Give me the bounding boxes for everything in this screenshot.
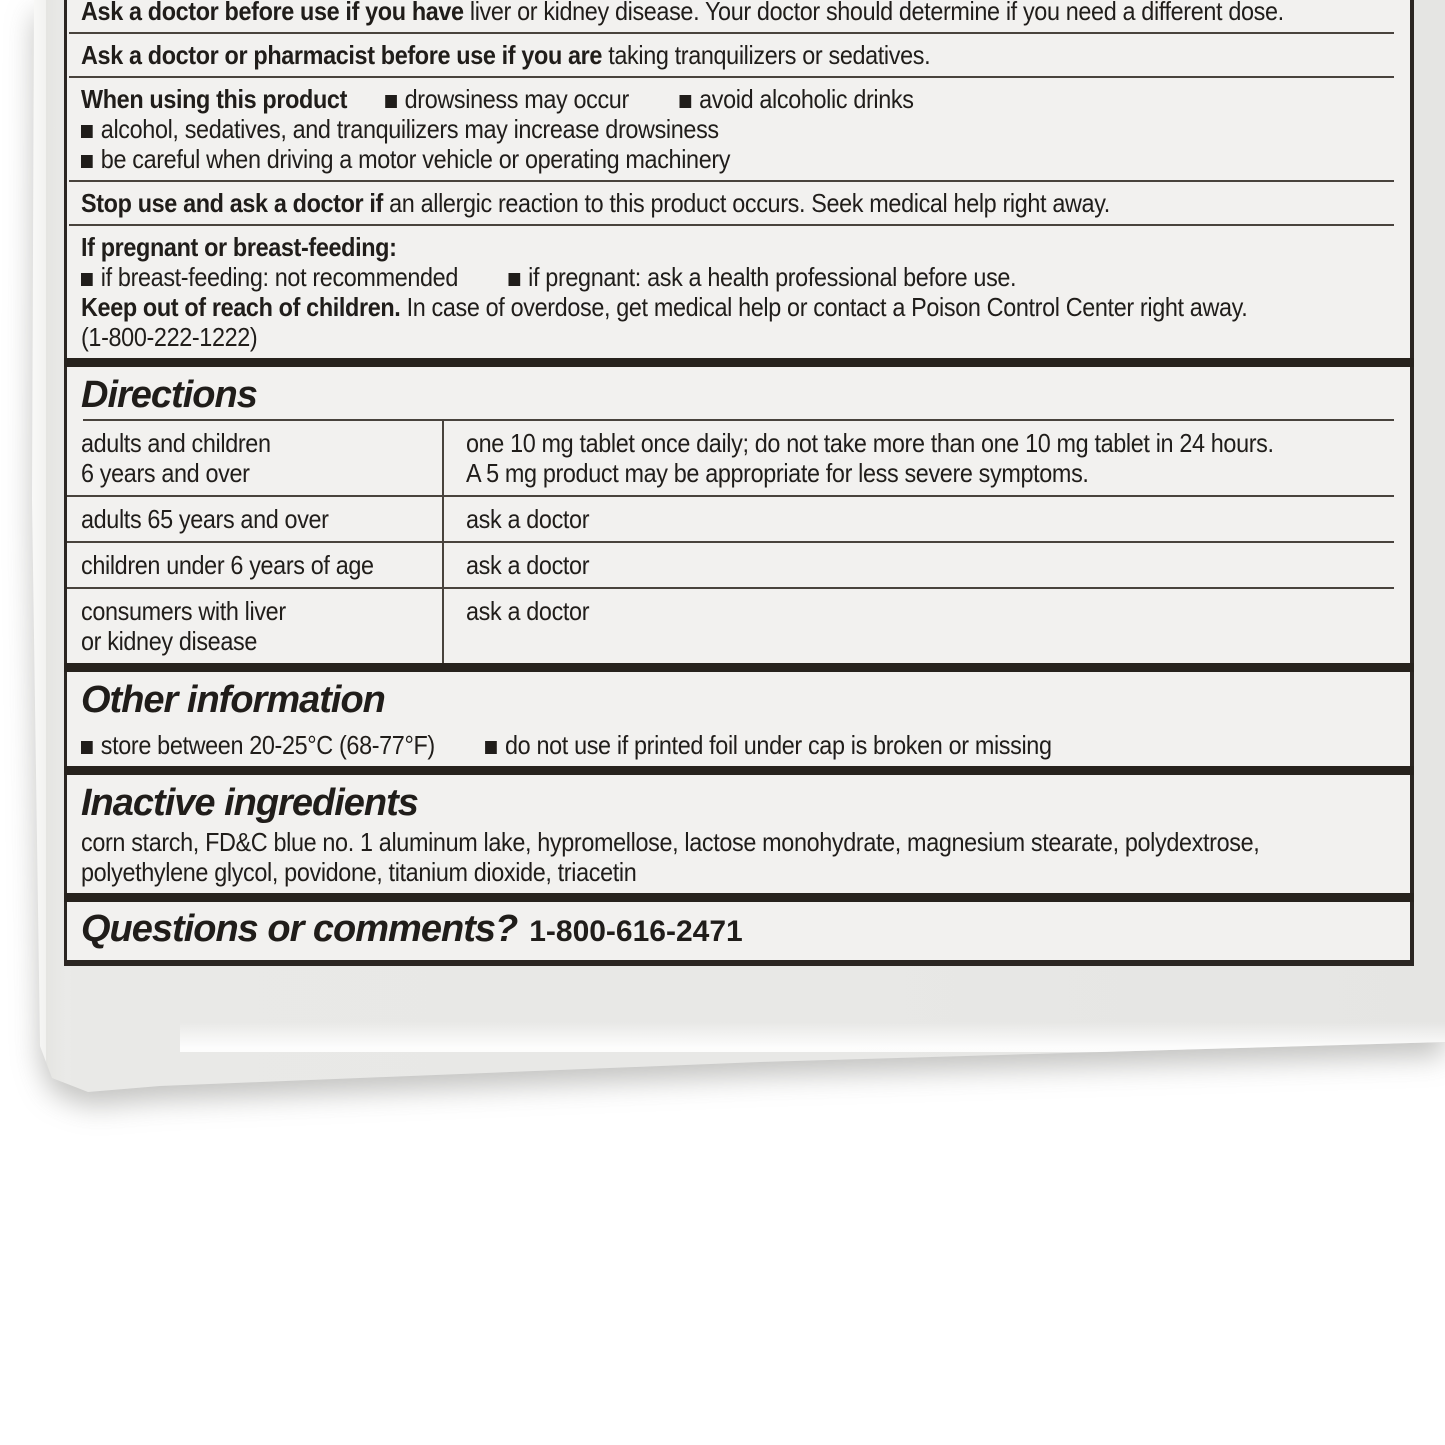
- bullet-item: drowsiness may occur: [385, 84, 629, 114]
- section-bar: [64, 358, 1414, 367]
- warning-lead: Ask a doctor or pharmacist before use if you are: [81, 40, 603, 70]
- dose-cell: ask a doctor: [466, 596, 590, 626]
- bullet-item: avoid alcoholic drinks: [679, 84, 913, 114]
- bullet-item: if pregnant: ask a health professional before use.: [508, 262, 1016, 292]
- dose-cell: one 10 mg tablet once daily; do not take more than one 10 mg tablet in 24 hours. A 5 mg product may be appropriate for less severe symptoms.: [466, 428, 1274, 488]
- warning-text: taking tranquilizers or sedatives.: [602, 40, 931, 70]
- questions-title: Questions or comments?: [81, 908, 518, 950]
- square-bullet-icon: [485, 741, 497, 754]
- warning-row-pregnant: [67, 226, 1410, 358]
- table-row: [67, 497, 1410, 541]
- warning-lead: Stop use and ask a doctor if: [81, 188, 383, 218]
- square-bullet-icon: [679, 95, 691, 108]
- warning-lead: Keep out of reach of children.: [81, 292, 401, 322]
- square-bullet-icon: [81, 125, 93, 138]
- section-bar: [64, 766, 1414, 775]
- warning-lead: When using this product: [81, 84, 348, 114]
- table-row: [67, 421, 1410, 495]
- warning-row-ask-pharmacist: [67, 34, 1410, 76]
- directions-title: Directions: [81, 374, 257, 416]
- square-bullet-icon: [81, 273, 93, 286]
- bullet-item: do not use if printed foil under cap is broken or missing: [485, 730, 1051, 760]
- inactive-ingredients-section: [67, 775, 1410, 893]
- warning-row-stop-use: [67, 182, 1410, 224]
- square-bullet-icon: [385, 95, 397, 108]
- bullet-item: store between 20-25°C (68-77°F): [81, 730, 435, 760]
- section-bar: [64, 663, 1414, 672]
- inactive-ingredients-text: corn starch, FD&C blue no. 1 aluminum lake, hypromellose, lactose monohydrate, magnesium stearate, polydextrose, polyethylene glycol, povidone, titanium dioxide, triacetin: [81, 827, 1260, 887]
- questions-section: [67, 902, 1410, 960]
- dose-cell: ask a doctor: [466, 550, 590, 580]
- section-bar: [64, 893, 1414, 902]
- who-cell: consumers with liver or kidney disease: [81, 596, 286, 656]
- bullet-item: be careful when driving a motor vehicle or operating machinery: [81, 144, 730, 174]
- who-cell: adults and children 6 years and over: [81, 428, 271, 488]
- warning-row-ask-doctor: [67, 0, 1410, 32]
- square-bullet-icon: [81, 741, 93, 754]
- warning-text: an allergic reaction to this product occurs. Seek medical help right away.: [382, 188, 1110, 218]
- warning-row-when-using: [67, 78, 1410, 180]
- table-row: [67, 589, 1410, 663]
- bullet-item: alcohol, sedatives, and tranquilizers may increase drowsiness: [81, 114, 719, 144]
- column-divider: [442, 421, 444, 663]
- who-cell: adults 65 years and over: [81, 504, 329, 534]
- square-bullet-icon: [81, 155, 93, 168]
- drug-facts-label: [64, 0, 1414, 966]
- poison-control-phone: (1-800-222-1222): [81, 322, 258, 352]
- directions-section: [67, 367, 1410, 663]
- directions-table: [67, 421, 1410, 663]
- inactive-ingredients-title: Inactive ingredients: [81, 782, 418, 824]
- warnings-section: [67, 0, 1410, 358]
- warning-lead: If pregnant or breast-feeding:: [81, 232, 397, 262]
- dose-cell: ask a doctor: [466, 504, 590, 534]
- who-cell: children under 6 years of age: [81, 550, 374, 580]
- warning-text: liver or kidney disease. Your doctor should determine if you need a different dose.: [463, 0, 1284, 26]
- square-bullet-icon: [508, 273, 520, 286]
- bullet-item: if breast-feeding: not recommended: [81, 262, 458, 292]
- table-row: [67, 543, 1410, 587]
- warning-lead: Ask a doctor before use if you have: [81, 0, 464, 26]
- other-information-title: Other information: [81, 679, 385, 721]
- warning-text: In case of overdose, get medical help or contact a Poison Control Center right away.: [400, 292, 1248, 322]
- other-information-section: [67, 672, 1410, 766]
- other-information-bullets: [67, 724, 1410, 766]
- questions-phone: 1-800-616-2471: [529, 915, 743, 948]
